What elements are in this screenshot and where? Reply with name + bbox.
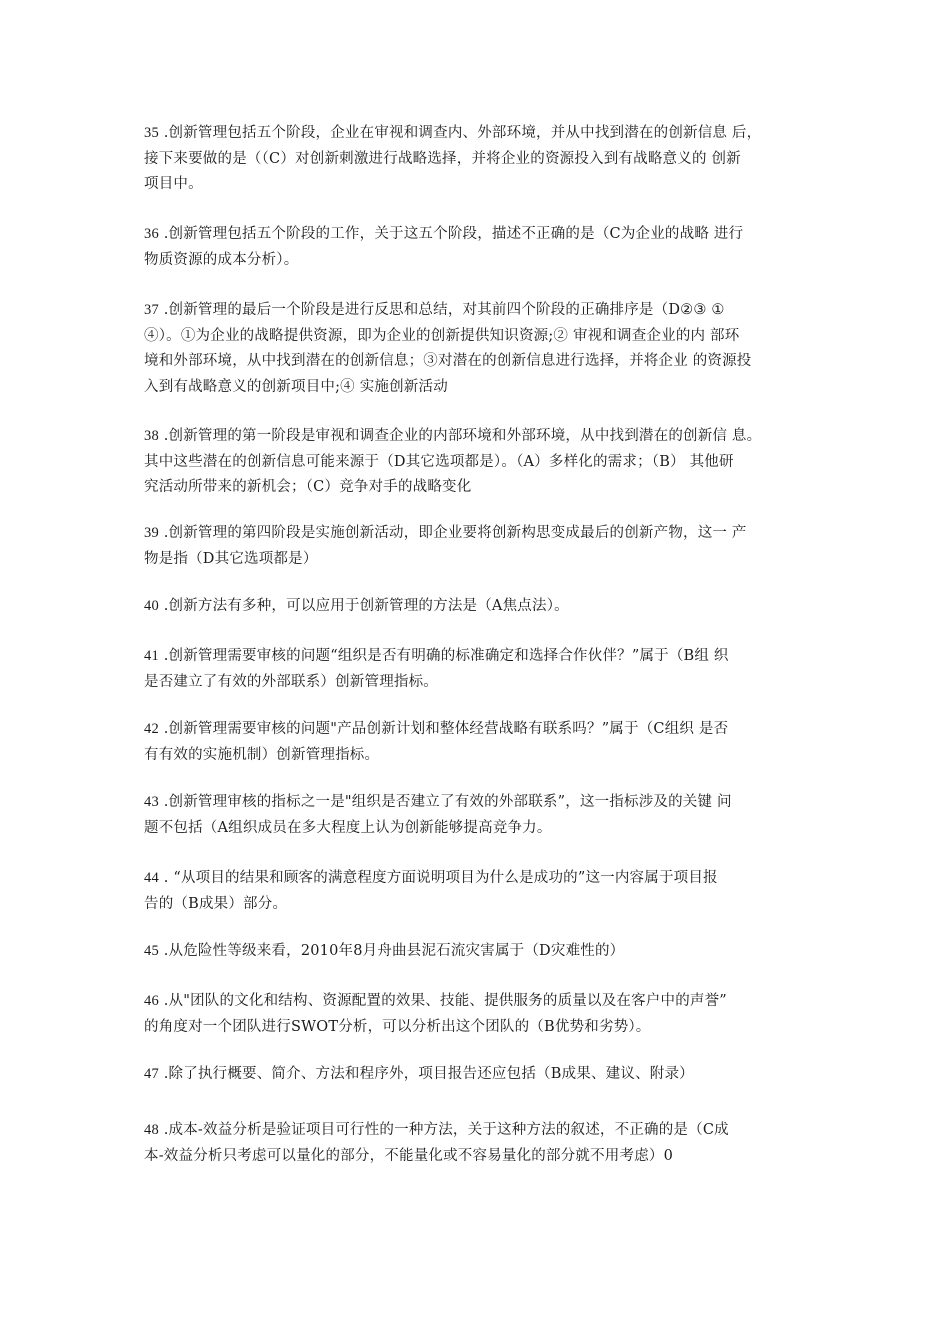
question-text: .从危险性等级来看，2010年8月舟曲县泥石流灾害属于（D灾难性的） — [163, 943, 625, 959]
question-line: 是否建立了有效的外部联系）创新管理指标。 — [144, 673, 438, 690]
question-text: .创新管理的最后一个阶段是进行反思和总结，对其前四个阶段的正确排序是（D②③ ① — [163, 302, 725, 318]
question-text: .创新管理包括五个阶段的工作，关于这五个阶段，描述不正确的是（C为企业的战略 进行 — [163, 226, 744, 242]
question-line: 其中这些潜在的创新信息可能来源于（D其它选项都是）。（A）多样化的需求；（B） 其他研 — [144, 453, 734, 470]
question-37 — [144, 298, 824, 400]
question-number: 38 — [144, 428, 159, 444]
question-line: 接下来要做的是（（C）对创新刺激进行战略选择，并将企业的资源投入到有战略意义的 创新 — [144, 150, 741, 167]
question-line: 物质资源的成本分析）。 — [144, 251, 299, 268]
question-48 — [144, 1118, 824, 1169]
question-45 — [144, 939, 824, 965]
question-line — [144, 989, 824, 1015]
question-line: 境和外部环境，从中找到潜在的创新信息；③对潜在的创新信息进行选择，并将企业 的资源投 — [144, 353, 752, 369]
question-line: 的角度对一个团队进行SWOT分析，可以分析出这个团队的（B优势和劣势）。 — [144, 1018, 651, 1035]
question-number: 41 — [144, 648, 159, 664]
question-number: 35 — [144, 125, 159, 141]
question-text: .创新管理的第四阶段是实施创新活动，即企业要将创新构思变成最后的创新产物，这一 产 — [163, 525, 747, 541]
question-line — [144, 1062, 824, 1088]
question-text: .创新管理包括五个阶段，企业在审视和调查内、外部环境，并从中找到潜在的创新信息 后， — [163, 125, 762, 141]
question-40 — [144, 594, 824, 620]
question-line — [144, 717, 824, 743]
question-number: 39 — [144, 525, 159, 541]
question-text: .创新管理的第一阶段是审视和调查企业的内部环境和外部环境，从中找到潜在的创新信 息。 — [163, 428, 762, 444]
question-line: 告的（B成果）部分。 — [144, 895, 288, 912]
question-43 — [144, 790, 824, 841]
question-line — [144, 939, 824, 965]
question-38 — [144, 424, 824, 501]
question-47 — [144, 1062, 824, 1088]
question-line — [144, 424, 824, 450]
question-42 — [144, 717, 824, 768]
question-text: .创新管理审核的指标之一是"组织是否建立了有效的外部联系”，这一指标涉及的关键 问 — [163, 794, 732, 810]
question-number: 45 — [144, 943, 159, 959]
question-41 — [144, 644, 824, 695]
question-number: 37 — [144, 302, 159, 318]
question-line: 项目中。 — [144, 176, 203, 192]
question-number: 46 — [144, 993, 159, 1009]
question-number: 48 — [144, 1122, 159, 1138]
question-text: .创新管理需要审核的问题"产品创新计划和整体经营战略有联系吗？”属于（C组织 是否 — [163, 721, 729, 737]
question-line — [144, 644, 824, 670]
question-line — [144, 866, 824, 892]
question-number: 43 — [144, 794, 159, 810]
question-number: 42 — [144, 721, 159, 737]
question-line: ④）。①为企业的战略提供资源，即为企业的创新提供知识资源;② 审视和调查企业的内 部环 — [144, 327, 740, 344]
question-line — [144, 521, 824, 547]
question-text: .从"团队的文化和结构、资源配置的效果、技能、提供服务的质量以及在客户中的声誉” — [163, 993, 727, 1009]
question-line: 有有效的实施机制）创新管理指标。 — [144, 746, 380, 763]
question-number: 47 — [144, 1066, 159, 1082]
question-36 — [144, 222, 824, 273]
question-text: .创新方法有多种，可以应用于创新管理的方法是（A焦点法）。 — [163, 598, 569, 614]
question-text: .成本-效益分析是验证项目可行性的一种方法，关于这种方法的叙述，不正确的是（C成 — [163, 1122, 729, 1138]
question-number: 44 — [144, 870, 159, 886]
question-text: .创新管理需要审核的问题“组织是否有明确的标准确定和选择合作伙伴？”属于（B组 织 — [163, 648, 729, 664]
question-line: 入到有战略意义的创新项目中;④ 实施创新活动 — [144, 378, 448, 395]
question-line — [144, 121, 824, 147]
question-35 — [144, 121, 824, 198]
question-line — [144, 790, 824, 816]
question-text: .除了执行概要、简介、方法和程序外，项目报告还应包括（B成果、建议、附录） — [163, 1066, 694, 1082]
question-line: 本-效益分析只考虑可以量化的部分，不能量化或不容易量化的部分就不用考虑）0 — [144, 1147, 674, 1164]
question-46 — [144, 989, 824, 1040]
question-line — [144, 594, 824, 620]
question-line: 题不包括（A组织成员在多大程度上认为创新能够提高竞争力。 — [144, 819, 552, 836]
question-39 — [144, 521, 824, 572]
question-44 — [144, 866, 824, 917]
question-line — [144, 1118, 824, 1144]
question-number: 40 — [144, 598, 159, 614]
question-line — [144, 222, 824, 248]
question-line: 物是指（D其它选项都是） — [144, 550, 318, 567]
question-line: 究活动所带来的新机会；（C）竞争对手的战略变化 — [144, 479, 472, 495]
question-text: . “从项目的结果和顾客的满意程度方面说明项目为什么是成功的”这一内容属于项目报 — [163, 870, 718, 886]
question-number: 36 — [144, 226, 159, 242]
question-line — [144, 298, 824, 324]
